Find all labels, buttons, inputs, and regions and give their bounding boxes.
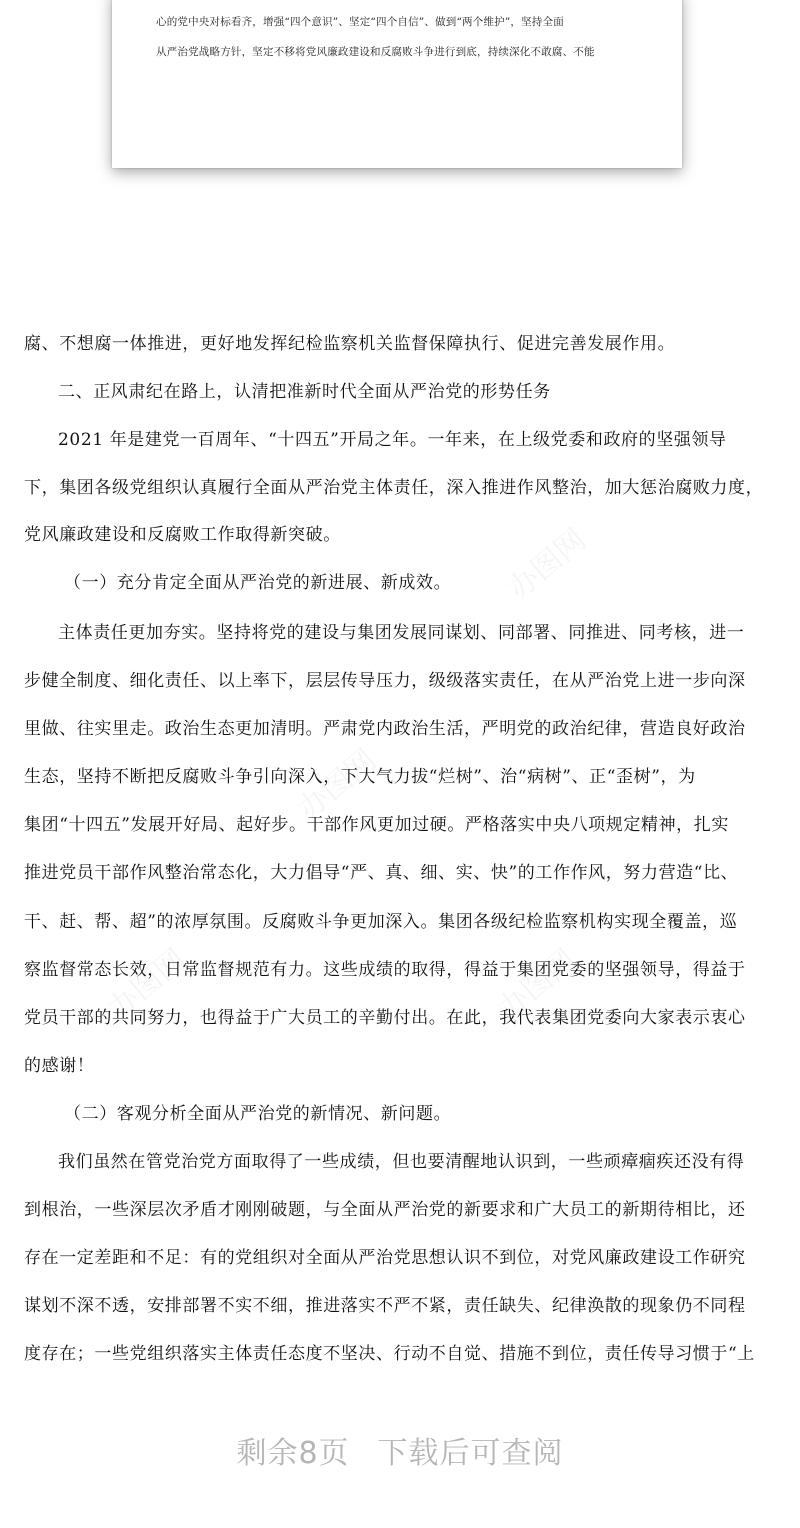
body-line: 度存在；一些党组织落实主体责任态度不坚决、行动不自觉、措施不到位，责任传导习惯于“上 (24, 1344, 755, 1364)
body-line: 里做、往实里走。政治生态更加清明。严肃党内政治生活，严明党的政治纪律，营造良好政治 (24, 719, 746, 739)
body-line: 推进党员干部作风整治常态化，大力倡导“严、真、细、实、快”的工作作风，努力营造“比、 (24, 863, 739, 883)
body-line: 腐、不想腐一体推进，更好地发挥纪检监察机关监督保障执行、促进完善发展作用。 (24, 334, 676, 354)
body-line: 步健全制度、细化责任、以上率下，层层传导压力，级级落实责任，在从严治党上进一步向深 (24, 671, 746, 691)
body-line: 下，集团各级党组织认真履行全面从严治党主体责任，深入推进作风整治，加大惩治腐败力度， (24, 478, 764, 498)
page-preview-card (112, 0, 682, 168)
subsection-heading-2: （二）客观分析全面从严治党的新情况、新问题。 (64, 1104, 452, 1124)
body-line: 生态，坚持不断把反腐败斗争引向深入，下大气力拔“烂树”、治“病树”、正“歪树”，为 (24, 767, 696, 787)
body-line: 2021 年是建党一百周年、“十四五”开局之年。一年来，在上级党委和政府的坚强领导 (58, 430, 727, 450)
body-line: 党员干部的共同努力，也得益于广大员工的辛勤付出。在此，我代表集团党委向大家表示衷心 (24, 1008, 746, 1028)
body-line: 我们虽然在管党治党方面取得了一些成绩，但也要清醒地认识到，一些顽瘴痼疾还没有得 (58, 1152, 745, 1172)
body-line: 集团“十四五”发展开好局、起好步。干部作风更加过硬。严格落实中央八项规定精神，扎实 (24, 815, 729, 835)
download-to-view-label: 下载后可查阅 (377, 1436, 564, 1471)
subsection-heading-1: （一）充分肯定全面从严治党的新进展、新成效。 (64, 573, 452, 593)
body-line: 党风廉政建设和反腐败工作取得新突破。 (24, 525, 341, 545)
body-line: 干、赶、帮、超”的浓厚氛围。反腐败斗争更加深入。集团各级纪检监察机构实现全覆盖，巡 (24, 912, 738, 932)
preview-line-2: 从严治党战略方针，坚定不移将党风廉政建设和反腐败斗争进行到底，持续深化不敢腐、不能 (156, 46, 595, 58)
body-line: 谋划不深不透，安排部署不实不细，推进落实不严不紧，责任缺失、纪律涣散的现象仍不同程 (24, 1296, 746, 1316)
body-line: 到根治，一些深层次矛盾才刚刚破题，与全面从严治党的新要求和广大员工的新期待相比，还 (24, 1200, 746, 1220)
section-heading-2: 二、正风肃纪在路上，认清把准新时代全面从严治党的形势任务 (58, 382, 551, 402)
download-prompt[interactable] (0, 1428, 800, 1472)
body-line: 察监督常态长效，日常监督规范有力。这些成绩的取得，得益于集团党委的坚强领导，得益于 (24, 960, 746, 980)
pages-remaining-label: 剩余8页 (236, 1436, 350, 1471)
body-line: 存在一定差距和不足：有的党组织对全面从严治党思想认识不到位，对党风廉政建设工作研究 (24, 1248, 746, 1268)
body-line: 的感谢！ (24, 1056, 95, 1076)
body-line: 主体责任更加夯实。坚持将党的建设与集团发展同谋划、同部署、同推进、同考核，进一 (58, 623, 745, 643)
preview-line-1: 心的党中央对标看齐，增强“四个意识”、坚定“四个自信”、做到“两个维护”，坚持全面 (156, 16, 564, 28)
